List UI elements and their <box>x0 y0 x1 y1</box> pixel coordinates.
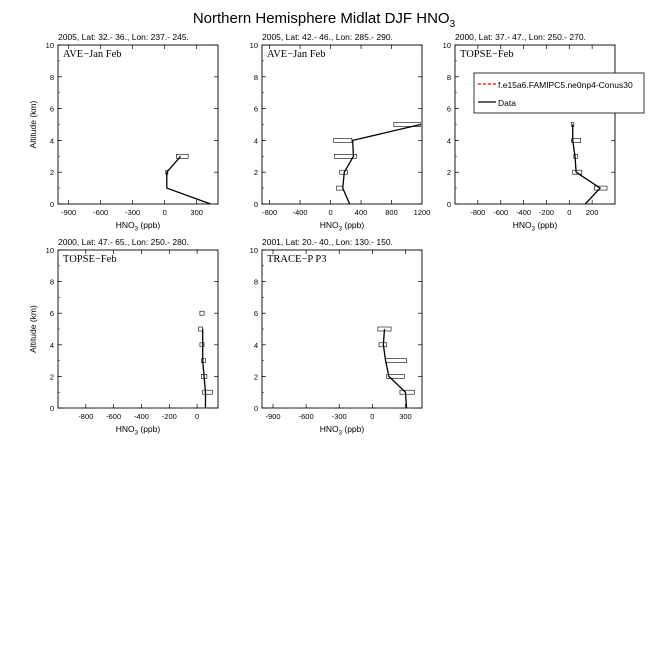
y-axis-label: Altitude (km) <box>28 100 38 149</box>
x-tick-label: -800 <box>262 208 278 217</box>
y-tick-label: 4 <box>49 340 54 350</box>
y-tick-label: 0 <box>253 404 258 413</box>
data-series-line <box>573 125 600 205</box>
x-tick-label: -800 <box>78 412 94 421</box>
plot-frame <box>455 45 615 204</box>
x-tick-label: 1200 <box>413 208 431 217</box>
y-tick-label: 0 <box>253 200 258 209</box>
x-tick-label: -900 <box>61 208 77 217</box>
data-spread-box <box>200 311 204 315</box>
y-tick-label: 6 <box>49 309 54 319</box>
x-tick-label: -600 <box>493 208 509 217</box>
panel-header: 2005, Lat: 32.- 36., Lon: 237.- 245. <box>58 32 189 42</box>
y-tick-label: 8 <box>446 72 451 82</box>
data-spread-box <box>337 186 343 190</box>
y-tick-label: 10 <box>442 41 451 50</box>
y-tick-label: 0 <box>49 404 54 413</box>
y-tick-label: 2 <box>253 372 258 382</box>
x-tick-label: 0 <box>567 208 572 217</box>
data-spread-box <box>386 359 407 363</box>
data-series-line <box>343 125 421 205</box>
x-tick-label: -600 <box>298 412 314 421</box>
y-tick-label: 6 <box>49 104 54 114</box>
x-tick-label: 0 <box>328 208 333 217</box>
y-tick-label: 4 <box>49 136 54 146</box>
y-tick-label: 8 <box>49 277 54 287</box>
campaign-label: AVE−Jan Feb <box>267 49 326 60</box>
y-tick-label: 6 <box>446 104 451 114</box>
campaign-label: TOPSE−Feb <box>460 49 514 60</box>
x-tick-label: -600 <box>93 208 109 217</box>
y-tick-label: 10 <box>249 246 258 255</box>
legend <box>474 73 644 113</box>
y-tick-label: 8 <box>253 72 258 82</box>
x-tick-label: -300 <box>125 208 141 217</box>
x-tick-label: -200 <box>161 412 177 421</box>
x-axis-label: $HNO_3$ (ppb) <box>115 424 161 437</box>
y-tick-label: 4 <box>253 340 258 350</box>
data-spread-box <box>334 138 352 142</box>
panel-header: 2001, Lat: 20.- 40., Lon: 130.- 150. <box>262 237 393 247</box>
campaign-label: TRACE−P P3 <box>267 254 327 265</box>
plot-frame <box>262 45 422 204</box>
panel-header: 2000, Lat: 37.- 47., Lon: 250.- 270. <box>455 32 586 42</box>
x-tick-label: 200 <box>585 208 599 217</box>
x-tick-label: -200 <box>538 208 554 217</box>
y-tick-label: 6 <box>253 104 258 114</box>
x-axis-label: $HNO_3$ (ppb) <box>319 220 365 233</box>
panel-3 <box>443 32 615 233</box>
plot-area <box>199 311 213 408</box>
plot-frame <box>58 45 218 204</box>
y-tick-label: 4 <box>446 136 451 146</box>
plot-area <box>378 327 414 408</box>
y-tick-label: 0 <box>446 200 451 209</box>
y-tick-label: 6 <box>253 309 258 319</box>
y-tick-label: 10 <box>45 246 54 255</box>
plot-frame <box>58 250 218 408</box>
y-tick-label: 8 <box>49 72 54 82</box>
legend-data-label: Data <box>498 98 516 108</box>
x-axis-label: $HNO_3$ (ppb) <box>512 220 558 233</box>
x-tick-label: -400 <box>292 208 308 217</box>
x-tick-label: -800 <box>470 208 486 217</box>
y-tick-label: 2 <box>49 168 54 178</box>
data-spread-box <box>203 390 213 394</box>
panel-header: 2000, Lat: 47.- 65., Lon: 250.- 280. <box>58 237 189 247</box>
x-tick-label: 300 <box>399 412 412 421</box>
x-tick-label: 0 <box>195 412 200 421</box>
x-tick-label: -600 <box>106 412 122 421</box>
x-axis-label: $HNO_3$ (ppb) <box>319 424 365 437</box>
figure-title: Northern Hemisphere Midlat DJF $HNO_3$ <box>192 10 456 30</box>
x-tick-label: 800 <box>385 208 398 217</box>
panel-2 <box>250 32 431 233</box>
x-tick-label: -900 <box>265 412 281 421</box>
x-tick-label: 0 <box>370 412 375 421</box>
y-tick-label: 0 <box>49 200 54 209</box>
y-tick-label: 2 <box>49 372 54 382</box>
y-tick-label: 10 <box>45 41 54 50</box>
campaign-label: TOPSE−Feb <box>63 254 117 265</box>
y-tick-label: 10 <box>249 41 258 50</box>
data-series-line <box>383 329 406 408</box>
data-series-line <box>167 156 211 204</box>
data-spread-box <box>400 390 414 394</box>
campaign-label: AVE−Jan Feb <box>63 49 122 60</box>
plot-area <box>334 123 421 205</box>
x-axis-label: $HNO_3$ (ppb) <box>115 220 161 233</box>
x-tick-label: -400 <box>133 412 149 421</box>
y-tick-label: 2 <box>253 168 258 178</box>
y-axis-label: Altitude (km) <box>28 305 38 353</box>
x-tick-label: -300 <box>331 412 347 421</box>
panel-1 <box>28 32 218 233</box>
data-spread-box <box>200 343 204 347</box>
x-tick-label: 0 <box>162 208 167 217</box>
plot-area <box>166 154 211 204</box>
data-series-line <box>203 329 206 408</box>
y-tick-label: 4 <box>253 136 258 146</box>
panel-5 <box>250 237 422 437</box>
plot-area <box>572 123 607 205</box>
x-tick-label: -400 <box>516 208 532 217</box>
y-tick-label: 2 <box>446 168 451 178</box>
panel-4 <box>28 237 218 437</box>
data-spread-box <box>176 154 188 158</box>
legend-model-label: f.e15a6.FAMIPC5.ne0np4-Conus30 <box>498 80 633 90</box>
y-tick-label: 8 <box>253 277 258 287</box>
x-tick-label: 400 <box>354 208 368 217</box>
panel-header: 2005, Lat: 42.- 46., Lon: 285.- 290. <box>262 32 393 42</box>
x-tick-label: 300 <box>190 208 203 217</box>
